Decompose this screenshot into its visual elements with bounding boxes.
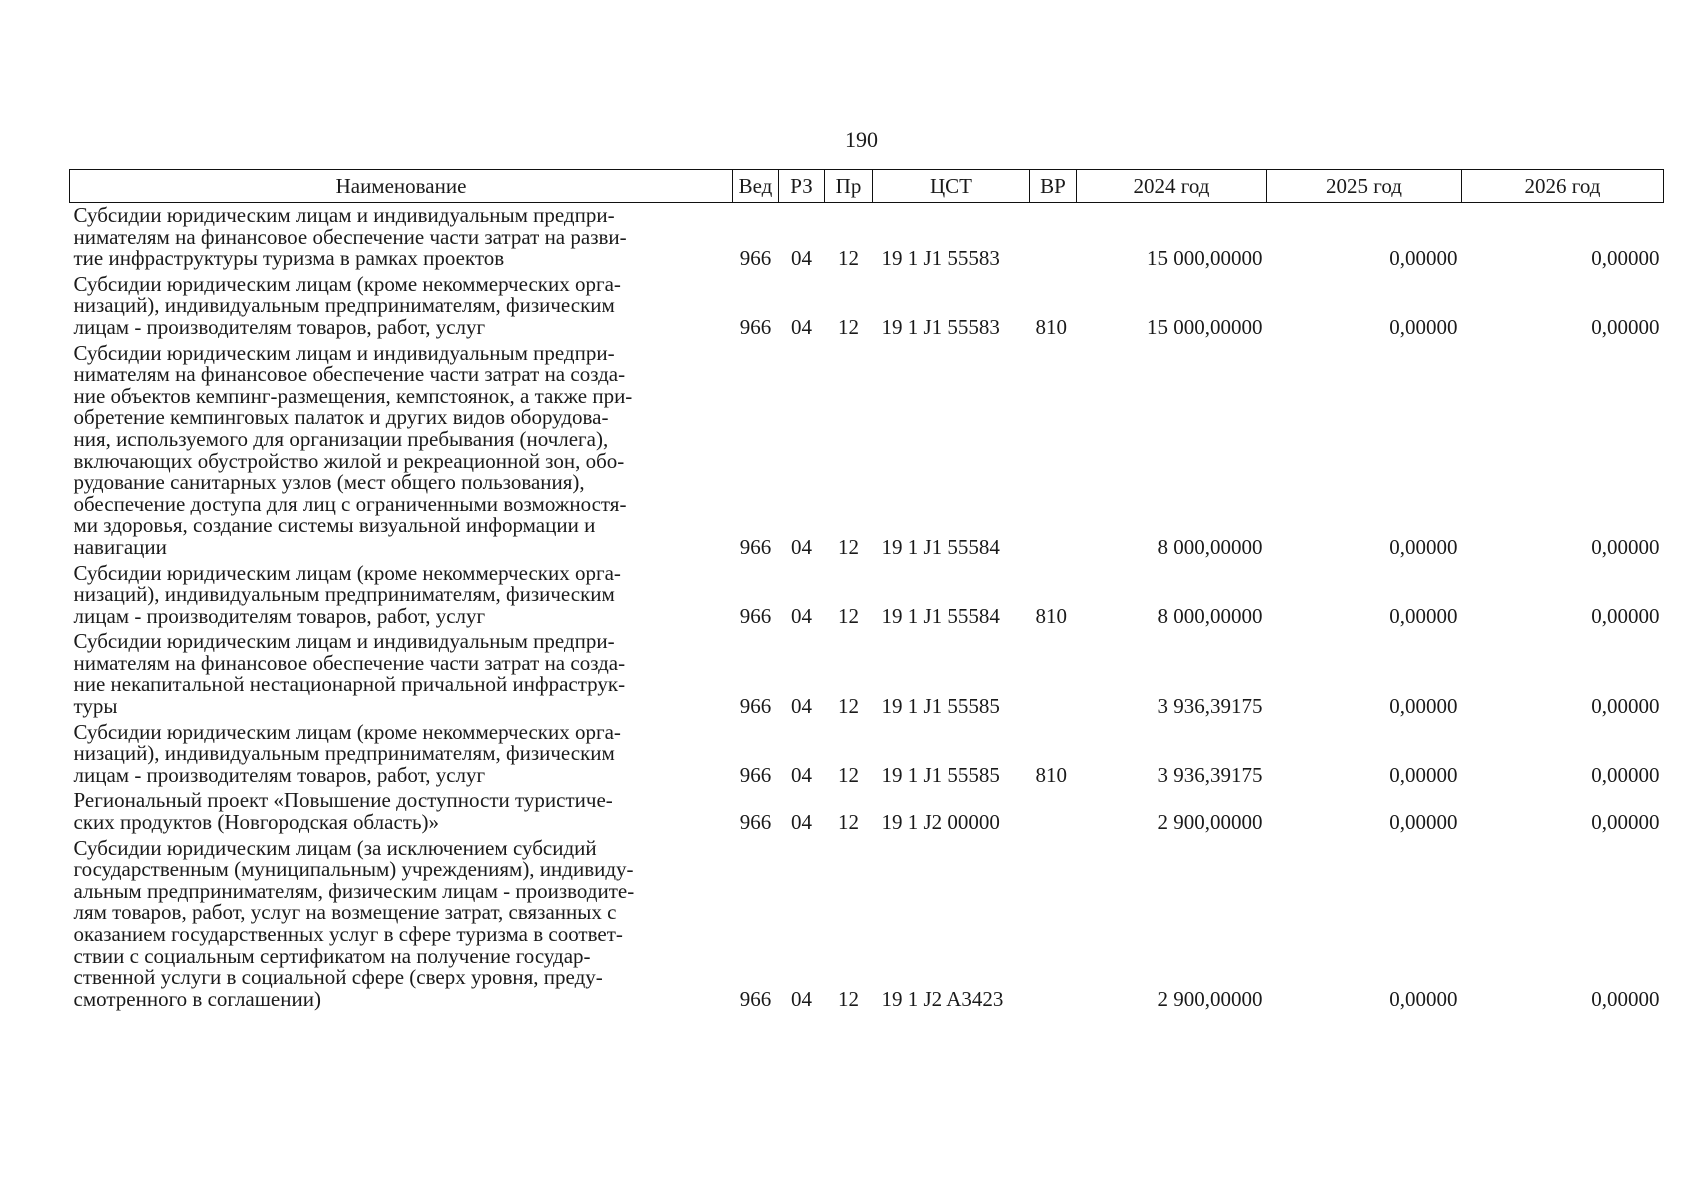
- cell-pr: 12: [838, 986, 859, 1011]
- cell-2026: 0,00000: [1591, 246, 1660, 271]
- cell-pr: 12: [838, 694, 859, 719]
- cell-2026: 0,00000: [1591, 986, 1660, 1011]
- header-rz: РЗ: [779, 170, 825, 203]
- cell-rz: 04: [791, 810, 812, 835]
- table-row: [70, 203, 1664, 272]
- table-row: [70, 272, 1664, 341]
- cell-rz: 04: [791, 314, 812, 339]
- cell-vr: [1030, 203, 1077, 272]
- header-name: Наименование: [70, 170, 733, 203]
- cell-2025: 0,00000: [1389, 246, 1458, 271]
- cell-2026: 0,00000: [1591, 694, 1660, 719]
- cell-cst: 19 1 J1 55584: [881, 534, 1000, 559]
- cell-name: Субсидии юридическим лицам (кроме некоммерческих орга- низаций), индивидуальным предпринимателям, физическим лицам - производителям товаров, работ, услуг: [73, 271, 621, 339]
- cell-ved: 966: [739, 810, 772, 835]
- cell-name: Субсидии юридическим лицам и индивидуальным предпри- нимателям на финансовое обеспечение части затрат на созда- ние некапитальной нестационарной причальной инфраструк- туры: [73, 629, 626, 719]
- cell-2025: 0,00000: [1389, 986, 1458, 1011]
- cell-cst: 19 1 J2 A3423: [881, 986, 1004, 1011]
- cell-vr: 810: [1035, 314, 1067, 339]
- cell-2026: 0,00000: [1591, 314, 1660, 339]
- cell-2024: 8 000,00000: [1157, 603, 1263, 628]
- cell-pr: 12: [838, 762, 859, 787]
- cell-2026: 0,00000: [1591, 603, 1660, 628]
- cell-2024: 15 000,00000: [1147, 314, 1263, 339]
- cell-2025: 0,00000: [1389, 694, 1458, 719]
- cell-vr: 810: [1035, 603, 1067, 628]
- cell-name: Субсидии юридическим лицам (за исключением субсидий государственным (муниципальным) учреждениям), индивиду- альным предпринимателям, физическим лицам - производите- лям товаров, работ, услуг на возмещение затрат, связанных с оказанием государственных услуг в сфере туризма в соответ- ствии с социальным сертификатом на получение государ- ственной услуги в социальной сфере (сверх уровня, преду- смотренного в соглашении): [73, 835, 635, 1011]
- header-vr: ВР: [1030, 170, 1077, 203]
- table-row: [70, 720, 1664, 789]
- cell-2025: 0,00000: [1389, 603, 1458, 628]
- table-body: [70, 203, 1664, 1013]
- table-row: [70, 836, 1664, 1013]
- cell-pr: 12: [838, 534, 859, 559]
- cell-ved: 966: [739, 694, 772, 719]
- cell-name: Субсидии юридическим лицам и индивидуальным предпри- нимателям на финансовое обеспечение части затрат на разви- тие инфраструктуры туризма в рамках проектов: [73, 203, 627, 271]
- cell-rz: 04: [791, 534, 812, 559]
- header-ved: Вед: [733, 170, 779, 203]
- cell-vr: 810: [1035, 762, 1067, 787]
- cell-pr: 12: [838, 603, 859, 628]
- cell-rz: 04: [791, 694, 812, 719]
- cell-2024: 15 000,00000: [1147, 246, 1263, 271]
- cell-2024: 8 000,00000: [1157, 534, 1263, 559]
- cell-2025: 0,00000: [1389, 534, 1458, 559]
- cell-2025: 0,00000: [1389, 762, 1458, 787]
- cell-cst: 19 1 J2 00000: [881, 810, 1000, 835]
- table-row: [70, 629, 1664, 719]
- cell-2025: 0,00000: [1389, 314, 1458, 339]
- cell-pr: 12: [838, 810, 859, 835]
- cell-rz: 04: [791, 603, 812, 628]
- header-cst: ЦСТ: [873, 170, 1030, 203]
- cell-vr: [1030, 788, 1077, 835]
- header-row: [70, 170, 1664, 203]
- cell-cst: 19 1 J1 55584: [881, 603, 1000, 628]
- cell-2026: 0,00000: [1591, 534, 1660, 559]
- cell-cst: 19 1 J1 55583: [881, 246, 1000, 271]
- cell-ved: 966: [739, 534, 772, 559]
- cell-name: Субсидии юридическим лицам (кроме некоммерческих орга- низаций), индивидуальным предпринимателям, физическим лицам - производителям товаров, работ, услуг: [73, 719, 621, 787]
- cell-2024: 2 900,00000: [1157, 986, 1263, 1011]
- cell-ved: 966: [739, 762, 772, 787]
- cell-cst: 19 1 J1 55585: [881, 762, 1000, 787]
- cell-name: Субсидии юридическим лицам (кроме некоммерческих орга- низаций), индивидуальным предпринимателям, физическим лицам - производителям товаров, работ, услуг: [73, 560, 621, 628]
- cell-ved: 966: [739, 314, 772, 339]
- cell-2024: 2 900,00000: [1157, 810, 1263, 835]
- cell-rz: 04: [791, 986, 812, 1011]
- table-row: [70, 561, 1664, 630]
- header-2026: 2026 год: [1462, 170, 1664, 203]
- cell-name: Субсидии юридическим лицам и индивидуальным предпри- нимателям на финансовое обеспечение части затрат на созда- ние объектов кемпинг-размещения, кемпстоянок, а также при- обретение кемпинговых палаток и других видов оборудова- ния, используемого для организации пребывания (ночлега), включающих обустройство жилой и рекреационной зон, обо- рудование санитарных узлов (мест общего пользования), обеспечение доступа для лиц с ограниченными возможностя- ми здоровья, создание системы визуальной информации и навигации: [73, 340, 633, 559]
- cell-vr: [1030, 629, 1077, 719]
- cell-ved: 966: [739, 246, 772, 271]
- cell-2025: 0,00000: [1389, 810, 1458, 835]
- budget-table: [69, 169, 1664, 1012]
- cell-ved: 966: [739, 603, 772, 628]
- cell-cst: 19 1 J1 55585: [881, 694, 1000, 719]
- header-2024: 2024 год: [1077, 170, 1267, 203]
- table-row: [70, 341, 1664, 561]
- cell-cst: 19 1 J1 55583: [881, 314, 1000, 339]
- cell-vr: [1030, 341, 1077, 561]
- cell-2024: 3 936,39175: [1157, 762, 1263, 787]
- cell-ved: 966: [739, 986, 772, 1011]
- page-number: 190: [845, 127, 878, 152]
- cell-2026: 0,00000: [1591, 762, 1660, 787]
- cell-vr: [1030, 836, 1077, 1013]
- cell-rz: 04: [791, 246, 812, 271]
- cell-2024: 3 936,39175: [1157, 694, 1263, 719]
- cell-2026: 0,00000: [1591, 810, 1660, 835]
- header-pr: Пр: [825, 170, 873, 203]
- cell-rz: 04: [791, 762, 812, 787]
- table-header: [70, 170, 1664, 203]
- cell-pr: 12: [838, 246, 859, 271]
- cell-pr: 12: [838, 314, 859, 339]
- header-2025: 2025 год: [1267, 170, 1462, 203]
- cell-name: Региональный проект «Повышение доступности туристиче- ских продуктов (Новгородская область)»: [73, 788, 613, 835]
- table-row: [70, 788, 1664, 835]
